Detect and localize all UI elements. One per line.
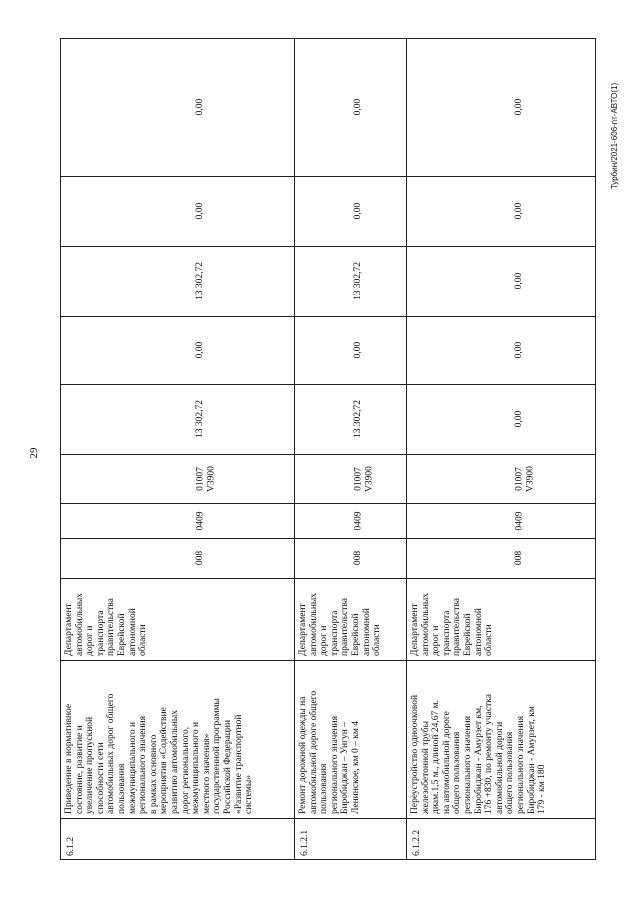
cell-rzpr: [60, 503, 294, 538]
cell-executor: [294, 578, 406, 660]
budget-table: [60, 38, 596, 860]
cell-text-id: 6.1.2: [66, 837, 76, 856]
cell-text-name: Ремонт дорожной одежды на автомобильной дороге общего пользования регионального значения Биробиджан – Унгун – Ленинское, км 0 – км 4: [298, 690, 361, 814]
cell-text-executor: Департамент автомобильных дорог и транспорта правительства Еврейской автономной области: [64, 592, 149, 656]
cell-text-v2: 0,00: [514, 341, 524, 359]
cell-text-v1: 13 302,72: [353, 400, 363, 438]
cell-rzpr: [294, 503, 406, 538]
cell-id: [406, 818, 596, 860]
cell-text-v6: 0,00: [195, 98, 205, 116]
cell-text-v5: 0,00: [514, 202, 524, 220]
cell-text-v5: 0,00: [195, 202, 205, 220]
cell-text-v2: 0,00: [353, 341, 363, 359]
cell-grbs: [294, 538, 406, 578]
cell-text-grbs: 008: [514, 550, 524, 566]
cell-csr: [294, 454, 406, 503]
cell-text-v3: 13 302,72: [353, 262, 363, 300]
cell-text-executor: Департамент автомобильных дорог и транспорта правительства Еврейской автономной области: [410, 592, 495, 656]
cell-v1: [60, 384, 294, 454]
cell-text-v2: 0,00: [195, 341, 205, 359]
cell-v5: [60, 176, 294, 246]
cell-v2: [60, 316, 294, 384]
cell-v1: [406, 384, 596, 454]
cell-text-grbs: 008: [353, 550, 363, 566]
cell-v5: [406, 176, 596, 246]
cell-v6: [294, 38, 406, 176]
cell-csr: [60, 454, 294, 503]
cell-text-executor: Департамент автомобильных дорог и транспорта правительства Еврейской автономной области: [298, 592, 383, 656]
cell-grbs: [406, 538, 596, 578]
cell-text-v1: 0,00: [514, 410, 524, 428]
cell-name: [406, 660, 596, 818]
cell-executor: [406, 578, 596, 660]
cell-text-name: Переустройство одноочковой железобетонной трубы диам.1,5 м., длиной 24,67 м. на автомобильной дороге общего пользования регионального значения Биробиджан - Амурзет км, 176 +830, по ремонту участка автомобильной дороги общего пользования регионального значения Биробиджан - Амурзет, км 179 - км 180: [410, 694, 548, 814]
page-number: 29: [28, 447, 40, 459]
cell-grbs: [60, 538, 294, 578]
cell-text-v3: 13 302,72: [195, 262, 205, 300]
cell-v6: [406, 38, 596, 176]
cell-text-grbs: 008: [195, 550, 205, 566]
cell-v3: [60, 246, 294, 316]
cell-v2: [294, 316, 406, 384]
cell-v6: [60, 38, 294, 176]
cell-v3: [294, 246, 406, 316]
cell-text-v1: 13 302,72: [195, 400, 205, 438]
cell-v5: [294, 176, 406, 246]
cell-id: [60, 818, 294, 860]
cell-text-rzpr: 0409: [514, 511, 524, 530]
cell-executor: [60, 578, 294, 660]
cell-rzpr: [406, 503, 596, 538]
cell-v2: [406, 316, 596, 384]
cell-text-csr: 01007 V3900: [195, 465, 216, 492]
cell-text-v5: 0,00: [353, 202, 363, 220]
cell-text-name: Приведение в нормативное состояние, развитие и увеличение пропускной способности сети автомобильных дорог общего пользования межмуниципального и регионального значения в рамках основного мероприятия «Содействие развитию автомобильных дорог регионального, межмуниципального и местного значения» государственной программы Российской Федерации «Развитие транспортной системы»: [64, 693, 255, 814]
cell-text-rzpr: 0409: [353, 511, 363, 530]
cell-v1: [294, 384, 406, 454]
document-code: Турбин/2021-606-пт-АВТО(1): [610, 82, 619, 190]
cell-name: [294, 660, 406, 818]
cell-text-v3: 0,00: [514, 272, 524, 290]
cell-text-rzpr: 0409: [195, 511, 205, 530]
cell-v3: [406, 246, 596, 316]
cell-text-csr: 01007 V3900: [514, 465, 535, 492]
cell-text-csr: 01007 V3900: [353, 465, 374, 492]
cell-text-id: 6.1.2.2: [412, 829, 422, 856]
cell-name: [60, 660, 294, 818]
cell-id: [294, 818, 406, 860]
cell-text-id: 6.1.2.1: [300, 829, 310, 856]
cell-csr: [406, 454, 596, 503]
cell-text-v6: 0,00: [353, 98, 363, 116]
cell-text-v6: 0,00: [514, 98, 524, 116]
